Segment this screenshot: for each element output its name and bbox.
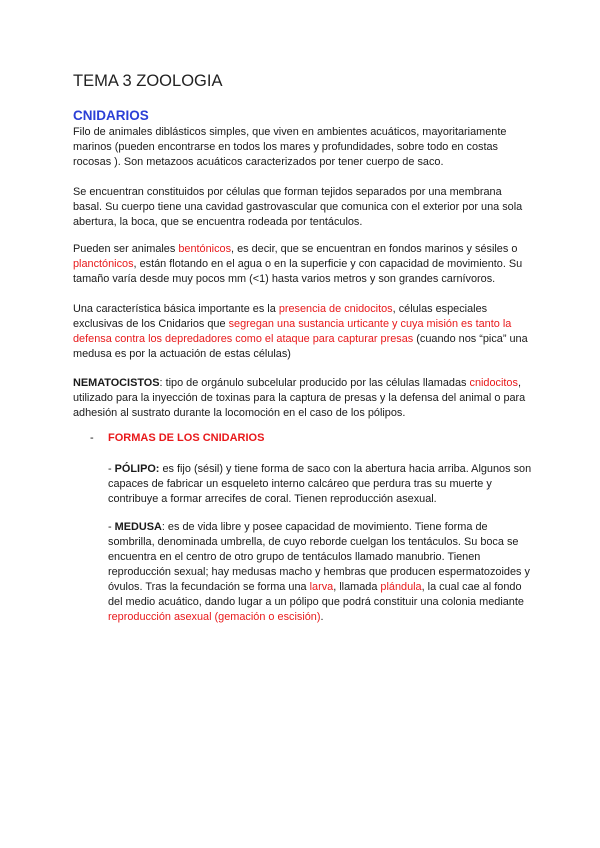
text-run: , la cual cae al fondo del medio acuático, dando lugar a un pólipo que podrá constituir una colonia mediante	[108, 581, 524, 608]
text-run: : es de vida libre y posee capacidad de movimiento. Tiene forma de sombrilla, denominada umbrella, de cuyo reborde cuelgan los tentáculos. Su boca se encuentra en el centro de otro grupo de tentáculos llamado manubrio. Tienen reproducción sexual; hay medusas macho y hembras que producen espermatozoides y óvulos. Tras la fecundación se forma una	[108, 521, 530, 593]
paragraph-cnidocitos	[73, 302, 533, 362]
paragraph-habitat	[73, 242, 533, 287]
text-run: , llamada	[333, 581, 381, 593]
text-run: , utilizado para la inyección de toxinas para la captura de presas y la defensa del animal o para adhesión al sustrato durante la locomoción en el caso de los pólipos.	[73, 377, 526, 419]
highlight-cnidocitos: cnidocitos	[469, 377, 518, 389]
paragraph-intro: Filo de animales diblásticos simples, que viven en ambientes acuáticos, mayoritariamente marinos (pueden encontrarse en todos los mares y profundidades, sobre todo en costas rocosas ). Son metazoos acuáticos caracterizados por tener cuerpo de saco.	[73, 126, 507, 168]
highlight-larva: larva	[309, 581, 334, 593]
text-run: .	[320, 611, 324, 623]
term-polipo: PÓLIPO:	[114, 463, 160, 475]
text-run: -	[108, 521, 115, 533]
document-title: TEMA 3 ZOOLOGIA	[73, 72, 223, 90]
paragraph-nematocistos	[73, 376, 533, 421]
text-run: (cuando nos “pica” una medusa es por la actuación de estas células)	[73, 333, 528, 360]
highlight-plandula: plándula	[380, 581, 422, 593]
text-run: , están flotando en el agua o en la superficie y con capacidad de movimiento. Su tamaño varía desde muy pocos mm (<1) hasta varios metros y son grandes carnívoros.	[73, 258, 523, 285]
paragraph-structure: Se encuentran constituidos por células que forman tejidos separados por una membrana basal. Su cuerpo tiene una cavidad gastrovascular que comunica con el exterior por una sola abertura, la boca, que se encuentra rodeada por tentáculos.	[73, 186, 523, 228]
text-run: , es decir, que se encuentran en fondos marinos y sésiles o	[231, 243, 518, 255]
term-medusa: MEDUSA	[114, 521, 162, 533]
list-bullet: -	[90, 432, 94, 444]
term-nematocistos: NEMATOCISTOS	[73, 377, 160, 389]
section-heading-cnidarios: CNIDARIOS	[73, 108, 149, 123]
text-run: , células especiales exclusivas de los Cnidarios que	[73, 303, 488, 330]
highlight-presencia-cnidocitos: presencia de cnidocitos	[278, 303, 393, 315]
highlight-reproduccion-asexual: reproducción asexual (gemación o escisión)	[108, 611, 321, 623]
text-run: : tipo de orgánulo subcelular producido por las células llamadas	[159, 377, 470, 389]
list-heading-formas: FORMAS DE LOS CNIDARIOS	[108, 432, 265, 444]
text-run: es fijo (sésil) y tiene forma de saco con la abertura hacia arriba. Algunos son capaces de fabricar un esqueleto interno calcáreo que perdura tras su muerte y contribuye a formar arrecifes de coral. Tienen reproducción asexual.	[108, 463, 532, 505]
highlight-sustancia-urticante: segregan una sustancia urticante y cuya misión es tanto la defensa contra los depredadores como el ataque para capturar presas	[73, 318, 512, 345]
text-run: Una característica básica importante es la	[73, 303, 279, 315]
text-run: -	[108, 463, 115, 475]
subitem-medusa	[108, 520, 533, 625]
highlight-bentonicos: bentónicos	[178, 243, 232, 255]
subitem-polipo	[108, 462, 533, 507]
text-run: Pueden ser animales	[73, 243, 179, 255]
highlight-planctonicos: planctónicos	[73, 258, 134, 270]
